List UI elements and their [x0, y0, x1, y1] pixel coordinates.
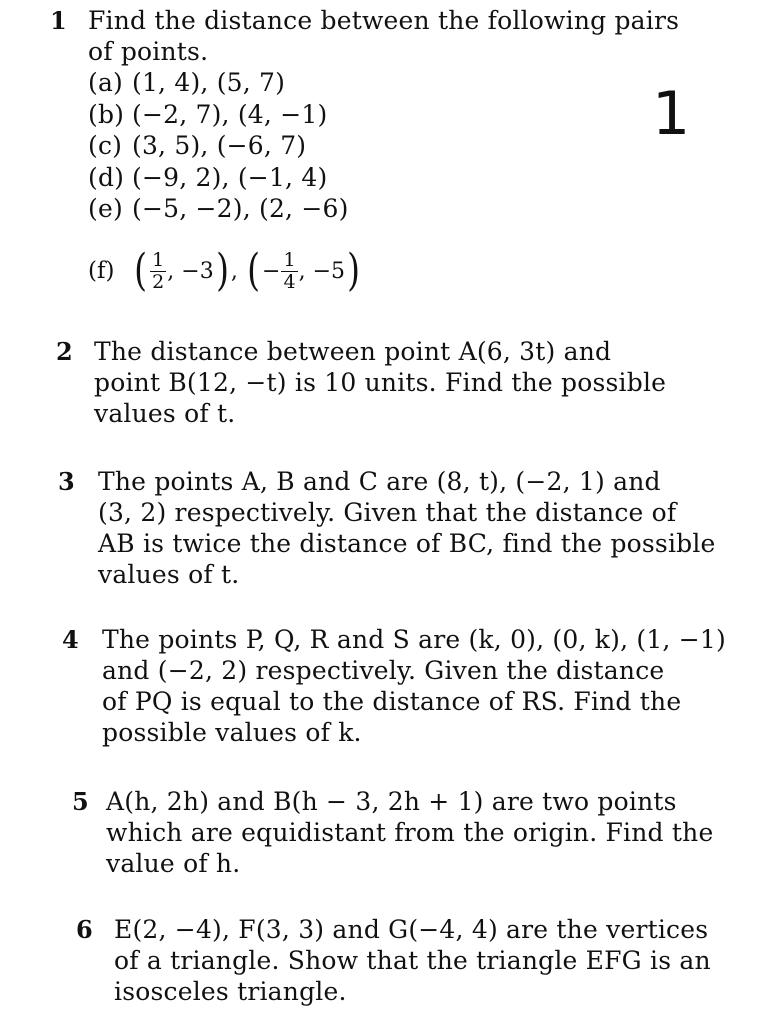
open-paren: (	[134, 245, 148, 296]
question-1-line-1: Find the distance between the following pairs	[88, 6, 680, 35]
fraction-denominator: 2	[152, 270, 165, 293]
part-c	[88, 130, 708, 162]
question-3-line-3: AB is twice the distance of BC, find the possible	[98, 529, 716, 558]
question-5-number: 5	[72, 787, 89, 816]
question-6-line-3: isosceles triangle.	[114, 977, 347, 1006]
close-paren: )	[215, 245, 229, 296]
question-2	[94, 336, 714, 429]
question-3-line-1: The points A, B and C are (8, t), (−2, 1) and	[98, 467, 661, 496]
fraction-quarter	[281, 248, 297, 293]
part-e-label: (e)	[88, 194, 123, 223]
question-6	[114, 914, 734, 1007]
part-a-text: (1, 4), (5, 7)	[132, 68, 286, 97]
question-2-line-1: The distance between point A(6, 3t) and	[94, 337, 612, 366]
question-4	[102, 624, 726, 748]
question-1-number: 1	[50, 6, 67, 35]
question-3-number: 3	[58, 467, 75, 496]
part-b	[88, 99, 708, 131]
part-f: (f) ( $\frac{1}{2}$ , −3 ) , ( − $\frac{1}{4}$ , −5 )	[88, 245, 361, 296]
part-f-label: (f)	[88, 258, 115, 284]
question-4-line-4: possible values of k.	[102, 718, 362, 747]
part-b-label: (b)	[88, 99, 125, 129]
part-c-label: (c)	[88, 131, 123, 160]
question-5-line-2: which are equidistant from the origin. Find the	[106, 818, 714, 847]
question-2-line-2: point B(12, −t) is 10 units. Find the possible	[94, 368, 667, 397]
question-3-line-2: (3, 2) respectively. Given that the distance of	[98, 498, 677, 527]
part-d-text: (−9, 2), (−1, 4)	[132, 162, 328, 192]
question-4-line-1: The points P, Q, R and S are (k, 0), (0, k), (1, −1)	[102, 625, 726, 654]
part-a-label: (a)	[88, 68, 124, 97]
part-e-text: (−5, −2), (2, −6)	[132, 194, 349, 223]
question-6-line-1: E(2, −4), F(3, 3) and G(−4, 4) are the vertices	[114, 915, 709, 944]
part-f-sign: −	[262, 258, 281, 284]
fraction-numerator: 1	[152, 248, 165, 271]
question-1	[88, 5, 708, 225]
fraction-denominator: 4	[283, 270, 296, 293]
fraction-half	[150, 248, 166, 293]
page-number: 1	[652, 79, 691, 149]
part-b-text: (−2, 7), (4, −1)	[132, 99, 328, 129]
question-3	[98, 466, 718, 590]
question-4-number: 4	[62, 625, 79, 654]
question-4-line-3: of PQ is equal to the distance of RS. Find the	[102, 687, 682, 716]
question-5	[106, 786, 726, 879]
question-1-line-2: of points.	[88, 37, 209, 66]
question-6-number: 6	[76, 915, 93, 944]
question-5-line-1: A(h, 2h) and B(h − 3, 2h + 1) are two points	[106, 787, 677, 816]
fraction-numerator: 1	[283, 248, 296, 271]
part-f-y1: −3	[181, 258, 214, 284]
close-paren: )	[347, 245, 361, 296]
question-5-line-3: value of h.	[106, 849, 241, 878]
part-c-text: (3, 5), (−6, 7)	[132, 131, 307, 160]
question-2-line-3: values of t.	[94, 399, 236, 428]
question-2-number: 2	[56, 337, 73, 366]
question-1-parts	[88, 67, 708, 225]
question-3-line-4: values of t.	[98, 560, 240, 589]
part-f-y2: −5	[312, 258, 346, 284]
part-e	[88, 193, 708, 225]
part-d	[88, 162, 708, 194]
part-a	[88, 67, 708, 99]
question-6-line-2: of a triangle. Show that the triangle EFG is an	[114, 946, 711, 975]
question-4-line-2: and (−2, 2) respectively. Given the distance	[102, 656, 665, 685]
part-d-label: (d)	[88, 162, 125, 192]
open-paren: (	[247, 245, 260, 296]
